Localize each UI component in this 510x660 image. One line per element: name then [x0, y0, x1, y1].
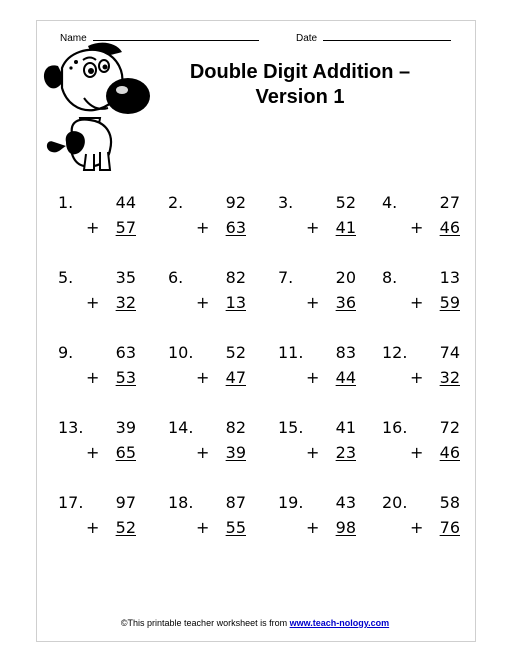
problem-6	[168, 268, 246, 318]
problem-number: 16.	[382, 418, 408, 437]
problem-top-addend: 52	[225, 343, 246, 362]
dog-illustration	[38, 38, 158, 178]
problem-number: 18.	[168, 493, 194, 512]
problem-number: 9.	[58, 343, 74, 362]
problem-bottom-addend: 13	[225, 293, 246, 312]
problem-number: 17.	[58, 493, 84, 512]
problem-number: 10.	[168, 343, 194, 362]
problem-top-addend: 82	[225, 418, 246, 437]
problem-bottom-addend: 39	[225, 443, 246, 462]
problem-5	[58, 268, 136, 318]
problem-top-addend: 39	[115, 418, 136, 437]
footer	[0, 618, 510, 628]
problem-number: 13.	[58, 418, 84, 437]
problem-bottom-addend: 76	[439, 518, 460, 537]
problem-bottom-addend: 55	[225, 518, 246, 537]
plus-sign: +	[410, 218, 424, 237]
problem-number: 1.	[58, 193, 74, 212]
problem-number: 5.	[58, 268, 74, 287]
plus-sign: +	[306, 368, 320, 387]
plus-sign: +	[306, 218, 320, 237]
plus-sign: +	[86, 443, 100, 462]
date-blank-line	[323, 30, 451, 41]
problem-number: 8.	[382, 268, 398, 287]
problem-bottom-addend: 53	[115, 368, 136, 387]
problem-top-addend: 92	[225, 193, 246, 212]
problem-8	[382, 268, 460, 318]
problem-bottom-addend: 52	[115, 518, 136, 537]
problem-top-addend: 13	[439, 268, 460, 287]
problem-13	[58, 418, 136, 468]
name-label: Name	[60, 33, 87, 44]
plus-sign: +	[306, 518, 320, 537]
problem-bottom-addend: 47	[225, 368, 246, 387]
problem-number: 12.	[382, 343, 408, 362]
problem-number: 19.	[278, 493, 304, 512]
problem-top-addend: 41	[335, 418, 356, 437]
problem-15	[278, 418, 356, 468]
problem-bottom-addend: 46	[439, 218, 460, 237]
problem-9	[58, 343, 136, 393]
problem-top-addend: 87	[225, 493, 246, 512]
problem-number: 11.	[278, 343, 304, 362]
problem-16	[382, 418, 460, 468]
problem-bottom-addend: 44	[335, 368, 356, 387]
problem-number: 3.	[278, 193, 294, 212]
plus-sign: +	[196, 293, 210, 312]
problem-top-addend: 58	[439, 493, 460, 512]
plus-sign: +	[196, 368, 210, 387]
date-label: Date	[296, 33, 318, 44]
problem-top-addend: 20	[335, 268, 356, 287]
problem-top-addend: 83	[335, 343, 356, 362]
plus-sign: +	[196, 218, 210, 237]
plus-sign: +	[196, 443, 210, 462]
page-title	[160, 60, 440, 110]
problem-18	[168, 493, 246, 543]
problem-top-addend: 44	[115, 193, 136, 212]
problem-top-addend: 52	[335, 193, 356, 212]
problem-number: 6.	[168, 268, 184, 287]
plus-sign: +	[86, 293, 100, 312]
plus-sign: +	[86, 368, 100, 387]
problem-11	[278, 343, 356, 393]
problem-bottom-addend: 41	[335, 218, 356, 237]
problem-number: 4.	[382, 193, 398, 212]
footer-text: ©This printable teacher worksheet is from	[120, 618, 290, 628]
problem-bottom-addend: 32	[115, 293, 136, 312]
problem-top-addend: 63	[115, 343, 136, 362]
problem-number: 20.	[382, 493, 408, 512]
problem-number: 2.	[168, 193, 184, 212]
problem-bottom-addend: 65	[115, 443, 136, 462]
problem-3	[278, 193, 356, 243]
footer-link[interactable]: www.teach-nology.com	[289, 618, 390, 628]
problem-20	[382, 493, 460, 543]
problem-top-addend: 82	[225, 268, 246, 287]
problem-number: 15.	[278, 418, 304, 437]
plus-sign: +	[410, 368, 424, 387]
problem-bottom-addend: 46	[439, 443, 460, 462]
problem-bottom-addend: 36	[335, 293, 356, 312]
problem-top-addend: 97	[115, 493, 136, 512]
problem-bottom-addend: 57	[115, 218, 136, 237]
plus-sign: +	[410, 293, 424, 312]
problem-17	[58, 493, 136, 543]
date-field	[296, 30, 451, 44]
plus-sign: +	[86, 518, 100, 537]
problem-top-addend: 43	[335, 493, 356, 512]
problem-top-addend: 74	[439, 343, 460, 362]
problem-7	[278, 268, 356, 318]
plus-sign: +	[86, 218, 100, 237]
problem-19	[278, 493, 356, 543]
plus-sign: +	[196, 518, 210, 537]
plus-sign: +	[306, 293, 320, 312]
problem-number: 14.	[168, 418, 194, 437]
problem-1	[58, 193, 136, 243]
problem-10	[168, 343, 246, 393]
plus-sign: +	[410, 443, 424, 462]
problem-top-addend: 35	[115, 268, 136, 287]
problem-bottom-addend: 32	[439, 368, 460, 387]
plus-sign: +	[306, 443, 320, 462]
problem-top-addend: 27	[439, 193, 460, 212]
plus-sign: +	[410, 518, 424, 537]
problem-14	[168, 418, 246, 468]
problem-bottom-addend: 63	[225, 218, 246, 237]
title-line-1: Double Digit Addition –	[189, 61, 411, 83]
problem-4	[382, 193, 460, 243]
problem-bottom-addend: 59	[439, 293, 460, 312]
problem-12	[382, 343, 460, 393]
problem-2	[168, 193, 246, 243]
problem-bottom-addend: 98	[335, 518, 356, 537]
problem-bottom-addend: 23	[335, 443, 356, 462]
problem-top-addend: 72	[439, 418, 460, 437]
title-line-2: Version 1	[255, 86, 345, 108]
problem-number: 7.	[278, 268, 294, 287]
